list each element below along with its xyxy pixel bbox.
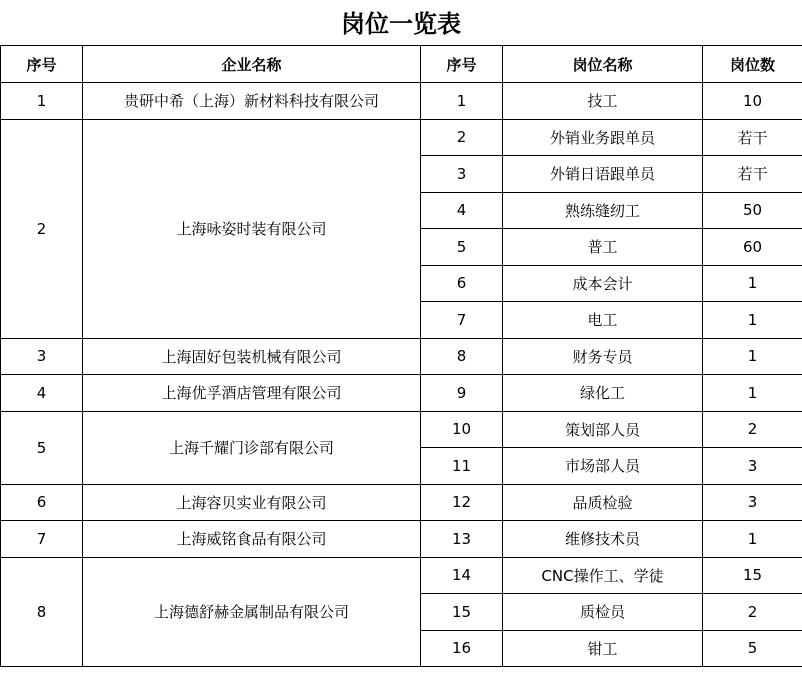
job-no: 1	[421, 83, 503, 120]
job-title: CNC操作工、学徒	[503, 557, 703, 594]
job-title: 成本会计	[503, 265, 703, 302]
table-row	[1, 83, 802, 120]
company-name: 上海德舒赫金属制品有限公司	[83, 557, 421, 667]
job-no: 5	[421, 229, 503, 266]
job-title: 钳工	[503, 630, 703, 667]
job-table	[0, 45, 802, 667]
table-row	[1, 557, 802, 594]
company-no: 6	[1, 484, 83, 521]
job-no: 9	[421, 375, 503, 412]
job-no: 11	[421, 448, 503, 485]
job-title: 外销日语跟单员	[503, 156, 703, 193]
company-name: 上海威铭食品有限公司	[83, 521, 421, 558]
job-count: 10	[703, 83, 802, 120]
job-no: 2	[421, 119, 503, 156]
header-job-count: 岗位数	[703, 46, 802, 83]
table-body	[1, 83, 802, 667]
job-title: 外销业务跟单员	[503, 119, 703, 156]
job-count: 60	[703, 229, 802, 266]
job-count: 若干	[703, 156, 802, 193]
table-row	[1, 484, 802, 521]
job-no: 8	[421, 338, 503, 375]
job-title: 电工	[503, 302, 703, 339]
company-no: 1	[1, 83, 83, 120]
company-name: 上海容贝实业有限公司	[83, 484, 421, 521]
job-count: 3	[703, 484, 802, 521]
company-no: 5	[1, 411, 83, 484]
job-title: 维修技术员	[503, 521, 703, 558]
header-company-no: 序号	[1, 46, 83, 83]
job-no: 15	[421, 594, 503, 631]
company-name: 上海固好包装机械有限公司	[83, 338, 421, 375]
table-row	[1, 375, 802, 412]
job-title: 技工	[503, 83, 703, 120]
page-title: 岗位一览表	[341, 10, 461, 38]
company-no: 7	[1, 521, 83, 558]
company-name: 上海千耀门诊部有限公司	[83, 411, 421, 484]
job-no: 16	[421, 630, 503, 667]
job-no: 6	[421, 265, 503, 302]
job-count: 1	[703, 265, 802, 302]
job-title: 质检员	[503, 594, 703, 631]
job-title: 绿化工	[503, 375, 703, 412]
job-title: 品质检验	[503, 484, 703, 521]
job-no: 14	[421, 557, 503, 594]
header-company-name: 企业名称	[83, 46, 421, 83]
header-row	[1, 46, 802, 83]
company-no: 4	[1, 375, 83, 412]
job-title: 市场部人员	[503, 448, 703, 485]
job-no: 4	[421, 192, 503, 229]
company-name: 上海咏姿时装有限公司	[83, 119, 421, 338]
company-no: 2	[1, 119, 83, 338]
header-job-no: 序号	[421, 46, 503, 83]
job-count: 1	[703, 375, 802, 412]
job-count: 1	[703, 521, 802, 558]
job-title: 熟练缝纫工	[503, 192, 703, 229]
job-count: 若干	[703, 119, 802, 156]
table-row	[1, 521, 802, 558]
company-no: 8	[1, 557, 83, 667]
job-no: 3	[421, 156, 503, 193]
job-count: 15	[703, 557, 802, 594]
job-count: 3	[703, 448, 802, 485]
job-no: 7	[421, 302, 503, 339]
job-no: 10	[421, 411, 503, 448]
job-count: 2	[703, 594, 802, 631]
job-title: 财务专员	[503, 338, 703, 375]
company-name: 贵研中希（上海）新材料科技有限公司	[83, 83, 421, 120]
job-count: 2	[703, 411, 802, 448]
job-count: 50	[703, 192, 802, 229]
company-name: 上海优孚酒店管理有限公司	[83, 375, 421, 412]
job-title: 策划部人员	[503, 411, 703, 448]
job-title: 普工	[503, 229, 703, 266]
company-no: 3	[1, 338, 83, 375]
job-no: 12	[421, 484, 503, 521]
header-job-title: 岗位名称	[503, 46, 703, 83]
job-count: 1	[703, 302, 802, 339]
job-count: 5	[703, 630, 802, 667]
table-row	[1, 411, 802, 448]
table-row	[1, 119, 802, 156]
table-row	[1, 338, 802, 375]
job-count: 1	[703, 338, 802, 375]
job-no: 13	[421, 521, 503, 558]
